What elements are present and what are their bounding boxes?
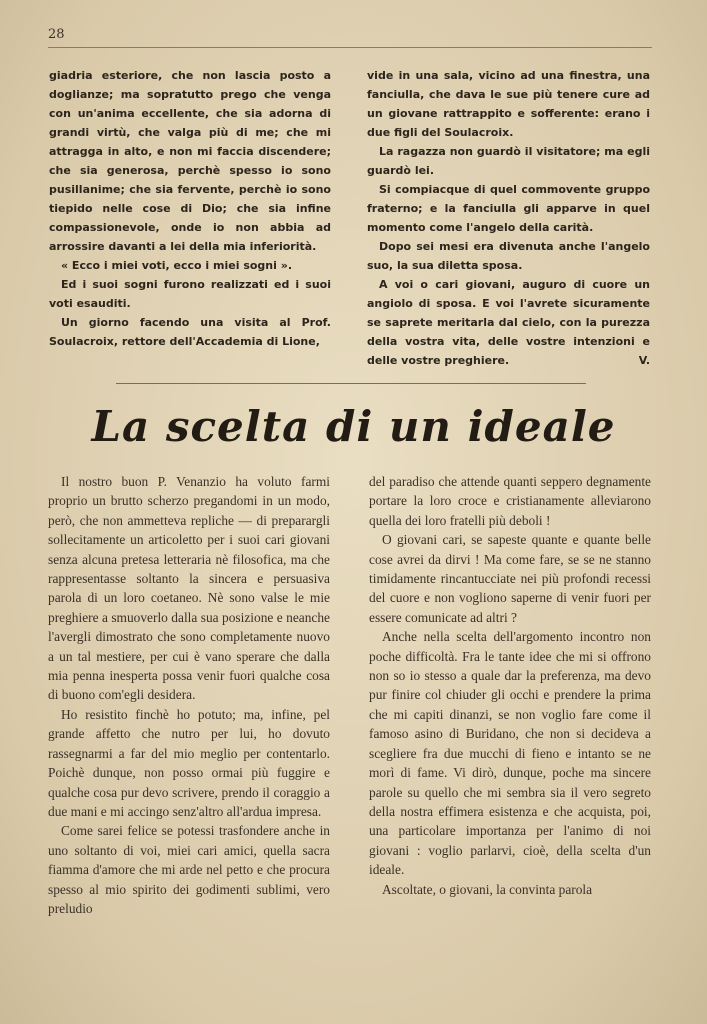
paragraph: Anche nella scelta dell'argomento incontro non poche difficoltà. Fra le tante idee che mi si offrono non so io stesso a quale dar la preferenza, ma devo pur finire col chiuder gli occhi e prendere la prima che mi capiti dinanzi, se non voglio fare come il famoso asino di Buridano, che non si decideva a scegliere fra due mucchi di fieno e intanto se ne morì di fame. Vi dirò, dunque, poche ma sincere parole su quello che mi sembra sia il vero segreto della nostra effimera esistenza e che acquista, poi, una particolare importanza per l'animo di noi giovani : voglio parlarvi, cioè, della scelta d'un ideale. <box>369 629 651 878</box>
article-title: La scelta di un ideale <box>91 402 616 451</box>
paragraph: Dopo sei mesi era divenuta anche l'angelo suo, la sua diletta sposa. <box>367 240 650 272</box>
top-right-column <box>367 66 650 370</box>
paragraph: Il nostro buon P. Venanzio ha voluto farmi proprio un brutto scherzo pregandomi in un modo, però, che non ammetteva repliche — di preparargli sollecitamente un articoletto per i suoi cari giovani senza alcuna pretesa letteraria nè filosofica, ma che rappresentasse soltanto la sincera e persuasiva parola di un loro coetaneo. Nè sono valse le mie preghiere a smuoverlo dalla sua posizione e neanche l'avergli dimostrato che sono completamente nuovo a un tal mestiere, per cui è vano sperare che dalla mia penna inesperta possa venir fuori qualche cosa di buono com'egli desidera. <box>48 474 330 703</box>
article-left-column <box>48 472 330 918</box>
paragraph: Si compiacque di quel commovente gruppo fraterno; e la fanciulla gli apparve in quel momento come l'angelo della carità. <box>367 183 650 234</box>
paragraph: La ragazza non guardò il visitatore; ma egli guardò lei. <box>367 145 650 177</box>
paragraph: O giovani cari, se sapeste quante e quante belle cose avrei da dirvi ! Ma come fare, se se ne stanno timidamente rincantucciate nei più profondi recessi del cuore e non vogliono saperne di venir fuori per essere comunicate ad altri ? <box>369 532 651 625</box>
paragraph: Ed i suoi sogni furono realizzati ed i suoi voti esauditi. <box>49 278 331 310</box>
paragraph: giadria esteriore, che non lascia posto a doglianze; ma sopratutto prego che venga con un'anima eccellente, che sia adorna di grandi virtù, che valga più di me; che mi attragga in alto, e non mi faccia discendere; che sia generosa, perchè spesso io sono pusillanime; che sia fervente, perchè io sono tiepido nelle cose di Dio; che sia infine compassionevole, onde io non abbia ad arrossire davanti a lei della mia inferiorità. <box>49 69 331 253</box>
paragraph: del paradiso che attende quanti seppero degnamente portare la loro croce e cristianamente alleviarono quella dei loro fratelli più deboli ! <box>369 474 651 528</box>
paragraph: Un giorno facendo una visita al Prof. Soulacroix, rettore dell'Accademia di Lione, <box>49 316 331 348</box>
paragraph <box>367 275 650 370</box>
author-signature: V. <box>638 354 650 367</box>
paragraph-text: A voi o cari giovani, auguro di cuore un angiolo di sposa. E voi l'avrete sicuramente se saprete meritarla dal cielo, con la purezza della vostra vita, delle vostre intenzioni e delle vostre preghiere. <box>367 278 650 367</box>
paragraph: « Ecco i miei voti, ecco i miei sogni ». <box>61 259 293 272</box>
paragraph: Ascoltate, o giovani, la convinta parola <box>382 881 593 897</box>
section-divider <box>116 383 586 384</box>
paragraph: vide in una sala, vicino ad una finestra, una fanciulla, che dava le sue più tenere cure ad un giovane rattrappito e sofferente: erano i due figli del Soulacroix. <box>367 69 650 139</box>
top-left-column <box>49 66 331 351</box>
header-rule <box>48 47 652 48</box>
paragraph: Ho resistito finchè ho potuto; ma, infine, pel grande affetto che nutro per lui, ho dovuto rassegnarmi a far del mio meglio per contentarlo. Poichè dunque, non posso ormai più fuggire e qualche cosa pur devo scrivere, prendo il coraggio a due mani e mi accingo senz'altro all'ardua impresa. <box>48 706 330 819</box>
article-right-column <box>369 472 651 899</box>
page-number: 28 <box>48 27 65 42</box>
paragraph: Come sarei felice se potessi trasfondere anche in uno soltanto di voi, miei cari amici, quella sacra fiamma d'amore che mi arde nel petto e che procura spesso al mio spirito dei godimenti sublimi, vero preludio <box>48 823 330 916</box>
